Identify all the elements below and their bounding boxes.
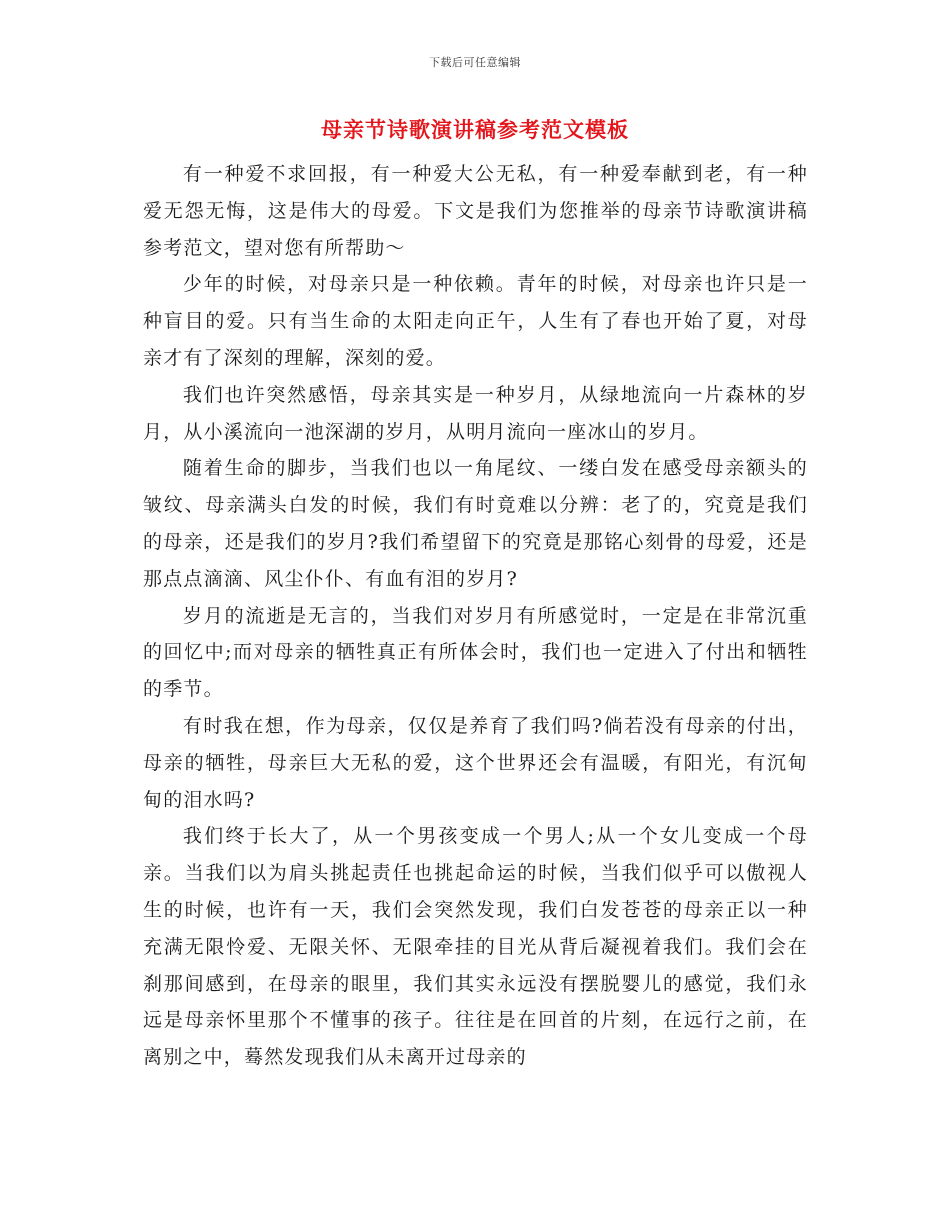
paragraph: 岁月的流逝是无言的，当我们对岁月有所感觉时，一定是在非常沉重的回忆中;而对母亲的牺牲真正有所体会时，我们也一定进入了付出和牺牲的季节。 <box>143 604 808 701</box>
paragraph: 随着生命的脚步，当我们也以一角尾纹、一缕白发在感受母亲额头的皱纹、母亲满头白发的时候，我们有时竟难以分辨：老了的，究竟是我们的母亲，还是我们的岁月?我们希望留下的究竟是那铭心刻骨的母爱，还是那点点滴滴、风尘仆仆、有血有泪的岁月? <box>143 457 808 590</box>
paragraph: 我们终于长大了，从一个男孩变成一个男人;从一个女儿变成一个母亲。当我们以为肩头挑起责任也挑起命运的时候，当我们似乎可以傲视人生的时候，也许有一天，我们会突然发现，我们白发苍苍的母亲正以一种充满无限怜爱、无限关怀、无限牵挂的目光从背后凝视着我们。我们会在刹那间感到，在母亲的眼里，我们其实永远没有摆脱婴儿的感觉，我们永远是母亲怀里那个不懂事的孩子。往往是在回首的片刻，在远行之前，在离别之中，蓦然发现我们从未离开过母亲的 <box>143 825 808 1069</box>
document-title: 母亲节诗歌演讲稿参考范文模板 <box>321 117 629 142</box>
paragraph: 我们也许突然感悟，母亲其实是一种岁月，从绿地流向一片森林的岁月，从小溪流向一池深湖的岁月，从明月流向一座冰山的岁月。 <box>143 383 808 443</box>
document-body <box>143 156 808 1076</box>
paragraph: 有时我在想，作为母亲，仅仅是养育了我们吗?倘若没有母亲的付出，母亲的牺牲，母亲巨大无私的爱，这个世界还会有温暖，有阳光，有沉甸甸的泪水吗? <box>143 714 808 811</box>
paragraph: 少年的时候，对母亲只是一种依赖。青年的时候，对母亲也许只是一种盲目的爱。只有当生命的太阳走向正午，人生有了春也开始了夏，对母亲才有了深刻的理解，深刻的爱。 <box>143 273 808 369</box>
header-note: 下载后可任意编辑 <box>429 56 521 69</box>
paragraph: 有一种爱不求回报，有一种爱大公无私，有一种爱奉献到老，有一种爱无怨无悔，这是伟大的母爱。下文是我们为您推举的母亲节诗歌演讲稿参考范文，望对您有所帮助～ <box>143 163 808 259</box>
